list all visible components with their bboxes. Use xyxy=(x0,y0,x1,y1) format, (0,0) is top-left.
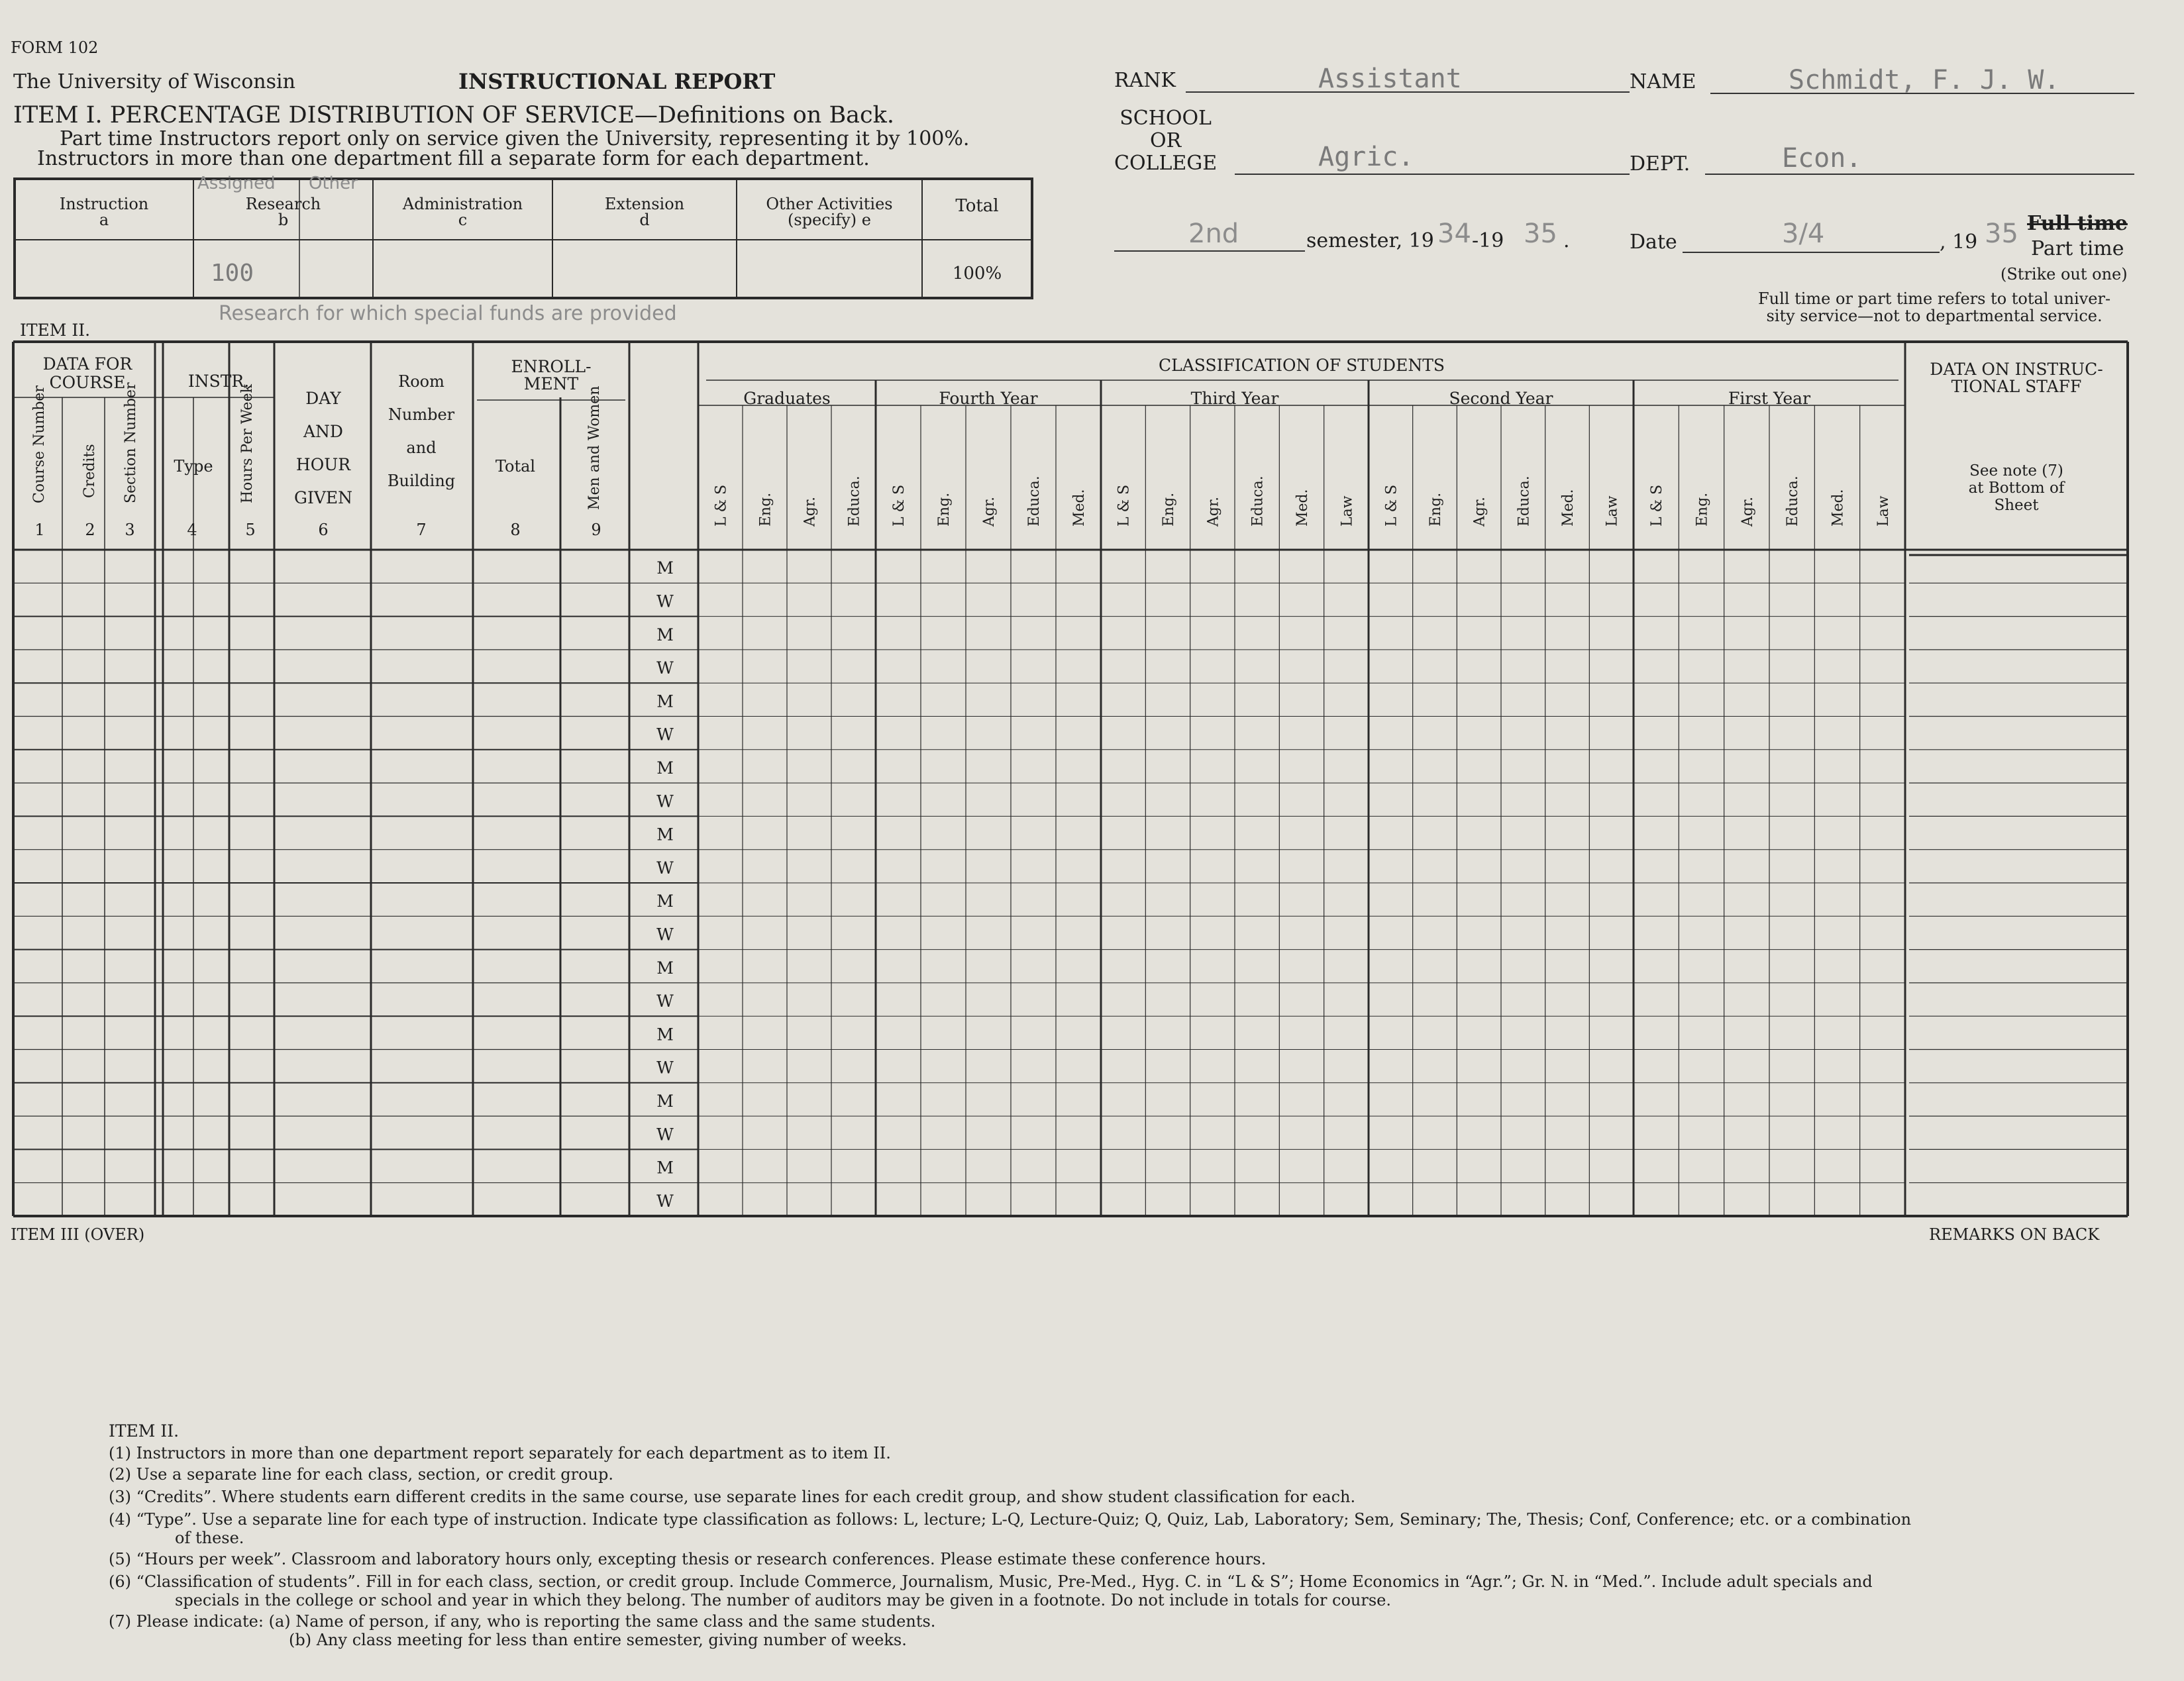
research-other-label: Other xyxy=(309,174,358,193)
school-college-label: SCHOOL OR COLLEGE xyxy=(1114,107,1218,175)
rank-value: Assistant xyxy=(1318,64,1462,94)
row-marker-m: M xyxy=(656,958,674,978)
class-col-label: Med. xyxy=(1830,489,1847,527)
school-value: Agric. xyxy=(1318,142,1414,172)
row-marker-w: W xyxy=(656,658,674,678)
col-number: 9 xyxy=(591,521,601,539)
col-type: Type xyxy=(174,457,213,476)
class-col-label: Agr. xyxy=(981,496,998,527)
col-number: 6 xyxy=(318,521,329,539)
year-from: 34 xyxy=(1437,219,1471,249)
col-number: 3 xyxy=(125,521,135,539)
staff-title: TIONAL STAFF xyxy=(1951,377,2082,396)
classification-group-4: First Year xyxy=(1728,389,1811,408)
note-7-cont: (b) Any class meeting for less than entire semester, giving number of weeks. xyxy=(289,1631,907,1649)
row-marker-m: M xyxy=(656,1092,674,1111)
class-col-label: Educa. xyxy=(1785,476,1802,527)
item1-heading: ITEM I. PERCENTAGE DISTRIBUTION OF SERVICE—Definitions on Back. xyxy=(13,102,894,128)
col-number: 8 xyxy=(510,521,521,539)
item1-note-part-time: Part time Instructors report only on service given the University, representing it by 100%. xyxy=(60,127,970,150)
item1-col-total: Total xyxy=(955,196,999,216)
class-col-label: Eng. xyxy=(1694,492,1711,527)
semester-value: 2nd xyxy=(1188,219,1239,249)
notes-heading: ITEM II. xyxy=(109,1421,180,1441)
row-marker-m: M xyxy=(656,891,674,911)
institution-name: The University of Wisconsin xyxy=(13,70,295,93)
class-col-label: Med. xyxy=(1071,489,1088,527)
class-col-label: Eng. xyxy=(757,492,774,527)
col-number: 4 xyxy=(187,521,197,539)
class-col-label: Educa. xyxy=(846,476,863,527)
class-col-label: Eng. xyxy=(936,492,953,527)
row-marker-w: W xyxy=(656,591,674,611)
col-hours: Hours Per Week xyxy=(239,384,256,503)
date-year: 35 xyxy=(1985,219,2018,249)
row-marker-m: M xyxy=(656,558,674,578)
col-day-hour: AND xyxy=(303,422,343,441)
class-col-label: L & S xyxy=(891,484,908,527)
row-marker-m: M xyxy=(656,1158,674,1178)
row-marker-w: W xyxy=(656,992,674,1011)
note-6: (6) “Classification of students”. Fill in for each class, section, or credit group. Include Commerce, Journalism, Music, Pre-Med., Hyg. C. in “L & S”; Home Economics in “Agr.”; Gr. N. in “Med.”. Include adult specials and xyxy=(109,1572,1873,1591)
row-marker-w: W xyxy=(656,925,674,944)
semester-label: semester, 19 xyxy=(1306,229,1434,252)
item1-note-departments: Instructors in more than one department fill a separate form for each department. xyxy=(37,147,870,170)
col-day-hour: HOUR xyxy=(295,455,351,474)
item2-label: ITEM II. xyxy=(20,321,91,340)
item1-col-extension: Extension d xyxy=(604,195,685,229)
classification-group-3: Second Year xyxy=(1449,389,1553,408)
full-time-option: Full time xyxy=(2027,212,2128,235)
class-col-label: Eng. xyxy=(1161,492,1177,527)
date-value: 3/4 xyxy=(1782,219,1825,249)
col-day-hour: DAY xyxy=(305,389,341,408)
classification-group-1: Fourth Year xyxy=(939,389,1038,408)
group-data-for-course: COURSE xyxy=(49,373,126,392)
group-instr: INSTR. xyxy=(187,372,250,391)
date-label: Date xyxy=(1630,230,1677,254)
row-marker-w: W xyxy=(656,858,674,878)
row-marker-w: W xyxy=(656,1191,674,1211)
col-room: Room xyxy=(398,372,444,391)
col-room: Number xyxy=(388,405,455,424)
item3-over: ITEM III (OVER) xyxy=(11,1225,145,1244)
class-col-label: Educa. xyxy=(1516,476,1533,527)
note-7: (7) Please indicate: (a) Name of person, if any, who is reporting the same class and the same students. xyxy=(109,1612,936,1631)
row-marker-m: M xyxy=(656,1025,674,1044)
col-room: and xyxy=(406,438,437,457)
total-value: 100% xyxy=(952,264,1002,283)
col-credits: Credits xyxy=(81,444,98,498)
page-title: INSTRUCTIONAL REPORT xyxy=(458,69,776,94)
note-5: (5) “Hours per week”. Classroom and laboratory hours only, excepting thesis or research conferences. Please estimate these conference hours. xyxy=(109,1550,1267,1568)
name-value: Schmidt, F. J. W. xyxy=(1789,65,2060,95)
date-year-prefix: , 19 xyxy=(1940,230,1978,254)
col-number: 1 xyxy=(34,521,45,539)
classification-title: CLASSIFICATION OF STUDENTS xyxy=(1158,356,1445,375)
class-col-label: Educa. xyxy=(1026,476,1043,527)
col-number: 5 xyxy=(245,521,256,539)
row-marker-w: W xyxy=(656,725,674,744)
classification-group-0: Graduates xyxy=(743,389,831,408)
col-total: Total xyxy=(495,457,536,476)
row-marker-w: W xyxy=(656,1125,674,1145)
class-col-label: Law xyxy=(1604,495,1621,527)
col-number: 7 xyxy=(416,521,427,539)
form-number: FORM 102 xyxy=(11,38,99,57)
service-note: Full time or part time refers to total univer- sity service—not to departmental service. xyxy=(1758,289,2111,325)
research-assigned-label: Assigned xyxy=(197,174,276,193)
staff-title: DATA ON INSTRUC- xyxy=(1930,360,2103,379)
remarks-on-back: REMARKS ON BACK xyxy=(1929,1225,2100,1244)
part-time-option: Part time xyxy=(2031,237,2124,260)
note-4-cont: of these. xyxy=(175,1529,244,1547)
item1-col-research: Research b xyxy=(245,195,321,229)
row-marker-m: M xyxy=(656,758,674,778)
col-course-number: Course Number xyxy=(31,385,48,503)
class-col-label: Agr. xyxy=(1471,496,1488,527)
note-6-cont: specials in the college or school and year in which they belong. The number of auditors may be given in a footnote. Do not include in totals for course. xyxy=(175,1591,1392,1609)
row-marker-m: M xyxy=(656,691,674,711)
class-col-label: L & S xyxy=(1383,484,1400,527)
class-col-label: Agr. xyxy=(1205,496,1222,527)
item1-col-instruction: Instruction a xyxy=(59,195,149,229)
staff-note: at Bottom of xyxy=(1968,480,2065,497)
note-2: (2) Use a separate line for each class, section, or credit group. xyxy=(109,1465,613,1484)
item1-col-administration: Administration c xyxy=(402,195,523,229)
class-col-label: L & S xyxy=(1116,484,1133,527)
strike-note: (Strike out one) xyxy=(2001,265,2128,283)
col-room: Building xyxy=(387,472,456,490)
class-col-label: Agr. xyxy=(1739,496,1756,527)
col-section-number: Section Number xyxy=(123,382,139,503)
dept-value: Econ. xyxy=(1782,143,1862,174)
row-marker-m: M xyxy=(656,825,674,844)
rank-label: RANK xyxy=(1114,69,1176,92)
class-col-label: Agr. xyxy=(802,496,819,527)
note-3: (3) “Credits”. Where students earn different credits in the same course, use separate lines for each credit group, and show student classification for each. xyxy=(109,1488,1356,1506)
col-men-women: Men and Women xyxy=(586,385,603,510)
class-col-label: L & S xyxy=(713,484,730,527)
row-marker-w: W xyxy=(656,791,674,811)
year-to: 35 xyxy=(1524,219,1557,249)
class-col-label: Educa. xyxy=(1249,476,1267,527)
class-col-label: Law xyxy=(1339,495,1356,527)
staff-note: Sheet xyxy=(1994,497,2039,514)
row-marker-w: W xyxy=(656,1058,674,1078)
row-marker-m: M xyxy=(656,625,674,644)
research-value: 100 xyxy=(211,260,254,287)
group-data-for-course: DATA FOR xyxy=(42,354,132,374)
year-dash: -19 xyxy=(1472,229,1504,252)
item1-col-other: Other Activities (specify) e xyxy=(766,195,893,229)
note-4: (4) “Type”. Use a separate line for each type of instruction. Indicate type classification as follows: L, lecture; L-Q, Lecture-Quiz; Q, Quiz, Lab, Laboratory; Sem, Seminary; The, Thesis; Conf, Conference; etc. or a combination xyxy=(109,1510,1912,1529)
class-col-label: Law xyxy=(1875,495,1892,527)
group-enrollment: ENROLL- xyxy=(511,357,592,376)
note-1: (1) Instructors in more than one department report separately for each department as to item II. xyxy=(109,1444,891,1462)
col-number: 2 xyxy=(85,521,95,539)
group-enrollment: MENT xyxy=(523,374,579,393)
research-funds-note: Research for which special funds are provided xyxy=(219,302,677,325)
col-day-hour: GIVEN xyxy=(293,488,353,507)
class-col-label: Med. xyxy=(1560,489,1577,527)
class-col-label: Eng. xyxy=(1428,492,1444,527)
dept-label: DEPT. xyxy=(1630,152,1690,176)
classification-group-2: Third Year xyxy=(1190,389,1279,408)
class-col-label: Med. xyxy=(1294,489,1311,527)
class-col-label: L & S xyxy=(1649,484,1666,527)
staff-note: See note (7) xyxy=(1969,462,2063,480)
name-label: NAME xyxy=(1630,70,1696,93)
